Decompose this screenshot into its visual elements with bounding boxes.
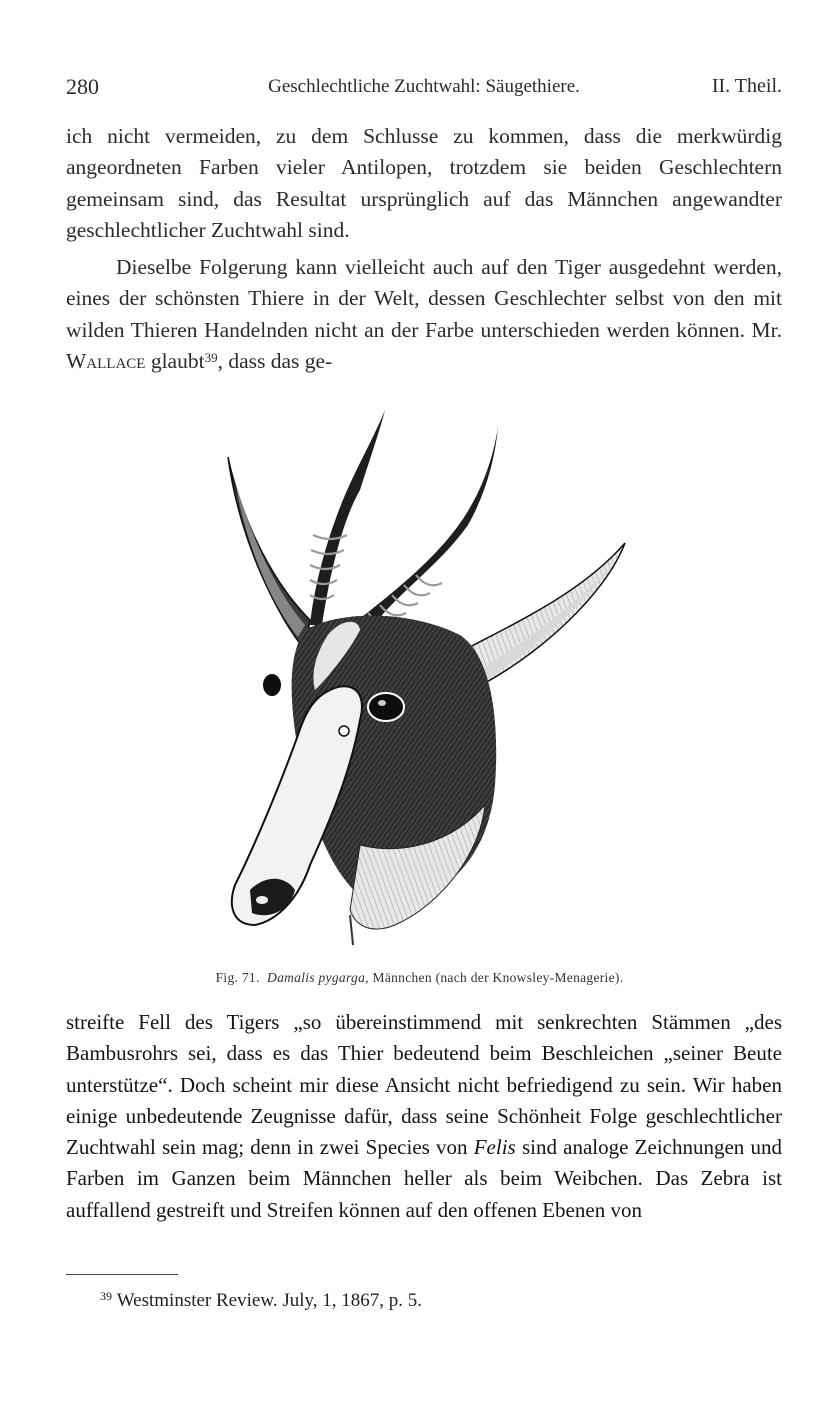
paragraph-3-end: sind analoge Zeichnungen und Farben im Ganzen beim Männchen heller als beim Weibchen. Das Zebra ist auffallend gestreift und Streifen können auf den offenen Ebenen von xyxy=(66,1135,783,1222)
page-number: 280 xyxy=(66,74,99,99)
footnote xyxy=(100,1290,422,1312)
caption-text: Männchen (nach der Knowsley-Menagerie). xyxy=(372,970,624,985)
part-label: II. Theil. xyxy=(711,75,782,97)
antelope-head-illustration xyxy=(210,405,630,950)
footnote-number: 39 xyxy=(100,1289,112,1303)
paragraph-3-text: streifte Fell des Tigers „so übereinstimmend mit senkrechten Stämmen „des Bambusrohrs sei, dass es das Thier bedeutend beim Beschleichen „seiner Beute unterstütze“. Doch scheint mir diese Ansicht nicht befriedigend zu sein. Wir haben einige unbedeutende Zeugnisse dafür, dass seine Schönheit Folge geschlechtlicher Zuchtwahl sein mag; denn in zwei Species von xyxy=(66,1010,782,1160)
footnote-text: Westminster Review. July, 1, 1867, p. 5. xyxy=(116,1290,423,1311)
paragraph-2 xyxy=(66,252,782,377)
genus-name: Felis xyxy=(473,1135,516,1160)
figure-caption xyxy=(0,970,839,986)
paragraph-2-text: Dieselbe Folgerung kann vielleicht auch auf den Tiger ausgedehnt werden, eines der schönsten Thiere in der Welt, dessen Geschlechter selbst von den mit wilden Thieren Handelnden nicht an der Farbe unterschieden werden können. Mr. xyxy=(66,255,782,342)
paragraph-2-verb: glaubt xyxy=(150,348,205,373)
footnote-reference: 39 xyxy=(204,349,218,365)
left-eye xyxy=(262,673,282,697)
species-name: Damalis pygarga, xyxy=(267,970,369,985)
author-name: Wallace xyxy=(66,348,146,373)
right-eye xyxy=(368,693,404,721)
figure-number: Fig. 71. xyxy=(215,970,260,985)
page-header xyxy=(66,74,782,100)
paragraph-1: ich nicht vermeiden, zu dem Schlusse zu kommen, dass die merkwürdig angeordneten Farben vieler Antilopen, trotzdem sie beiden Geschlechtern gemeinsam sind, das Resultat ursprünglich auf das Männchen angewandter geschlechtlicher Zuchtwahl sind. xyxy=(66,124,782,242)
paragraph-2-end: , dass das ge- xyxy=(217,348,333,373)
running-title: Geschlechtliche Zuchtwahl: Säugethiere. xyxy=(268,76,580,97)
paragraph-3 xyxy=(66,1007,782,1226)
figure-antelope-head xyxy=(210,405,630,950)
left-horn xyxy=(310,410,385,625)
right-horn xyxy=(358,427,498,630)
footnote-divider xyxy=(66,1274,178,1275)
